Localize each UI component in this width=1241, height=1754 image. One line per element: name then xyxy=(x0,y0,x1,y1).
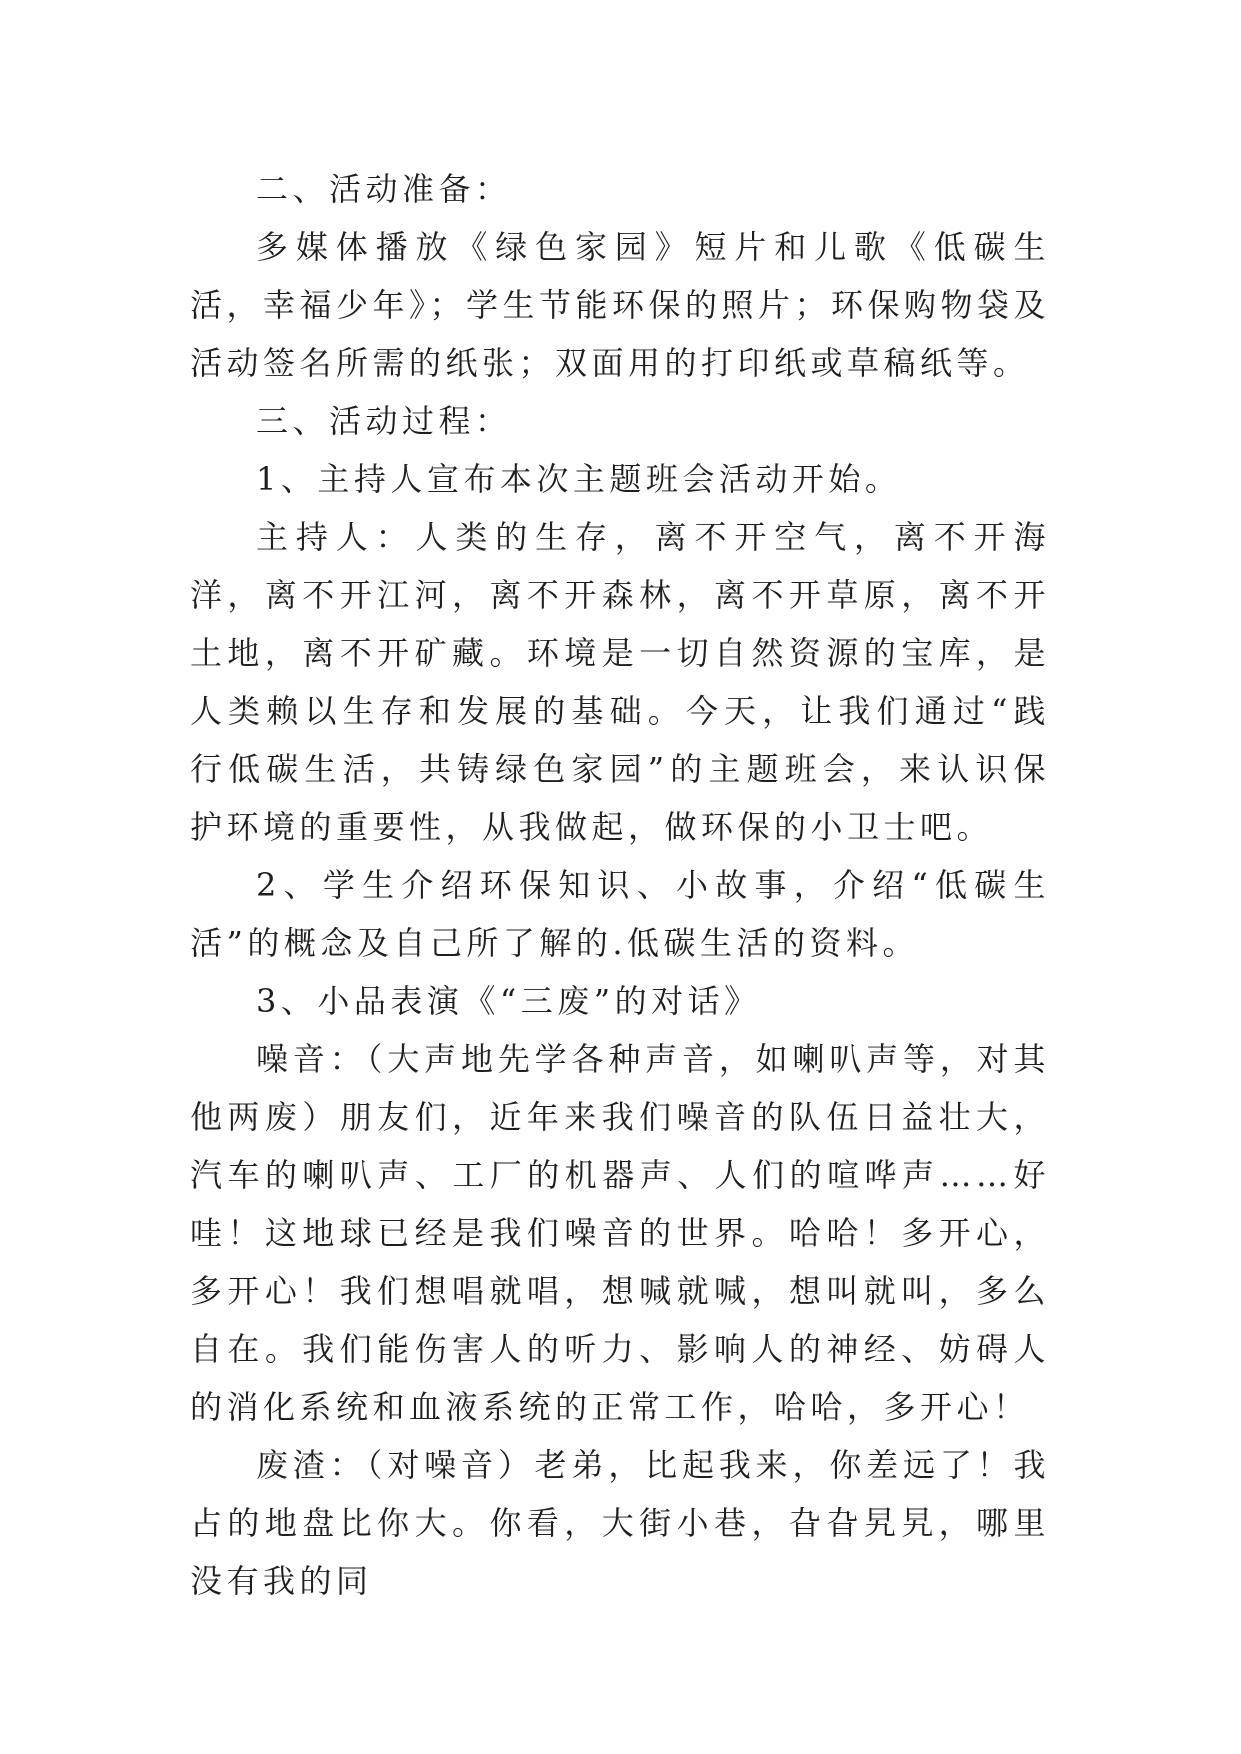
paragraph-host-speech: 主持人：人类的生存，离不开空气，离不开海洋，离不开江河，离不开森林，离不开草原，离不开土地，离不开矿藏。环境是一切自然资源的宝库，是人类赖以生存和发展的基础。今天，让我们通过“践行低碳生活，共铸绿色家园”的主题班会，来认识保护环境的重要性，从我做起，做环保的小卫士吧。 xyxy=(190,518,1050,846)
document-body xyxy=(190,160,1050,1610)
section-heading-process: 三、活动过程： xyxy=(256,402,512,440)
paragraph-step-2: 2、学生介绍环保知识、小故事，介绍“低碳生活”的概念及自己所了解的.低碳生活的资料。 xyxy=(190,866,1050,962)
paragraph-preparation-materials: 多媒体播放《绿色家园》短片和儿歌《低碳生活，幸福少年》；学生节能环保的照片；环保购物袋及活动签名所需的纸张；双面用的打印纸或草稿纸等。 xyxy=(190,228,1051,382)
paragraph-noise-dialogue: 噪音：（大声地先学各种声音，如喇叭声等，对其他两废）朋友们，近年来我们噪音的队伍日益壮大，汽车的喇叭声、工厂的机器声、人们的喧哗声……好哇！这地球已经是我们噪音的世界。哈哈！多开心，多开心！我们想唱就唱，想喊就喊，想叫就叫，多么自在。我们能伤害人的听力、影响人的神经、妨碍人的消化系统和血液系统的正常工作，哈哈，多开心！ xyxy=(190,1040,1050,1426)
paragraph-step-1: 1、主持人宣布本次主题班会活动开始。 xyxy=(256,460,902,498)
section-heading-preparation: 二、活动准备： xyxy=(256,170,512,208)
paragraph-step-3: 3、小品表演《“三废”的对话》 xyxy=(256,982,761,1020)
paragraph-waste-dialogue: 废渣：（对噪音）老弟，比起我来，你差远了！我占的地盘比你大。你看，大街小巷，旮旮旯旯，哪里没有我的同 xyxy=(190,1446,1050,1600)
